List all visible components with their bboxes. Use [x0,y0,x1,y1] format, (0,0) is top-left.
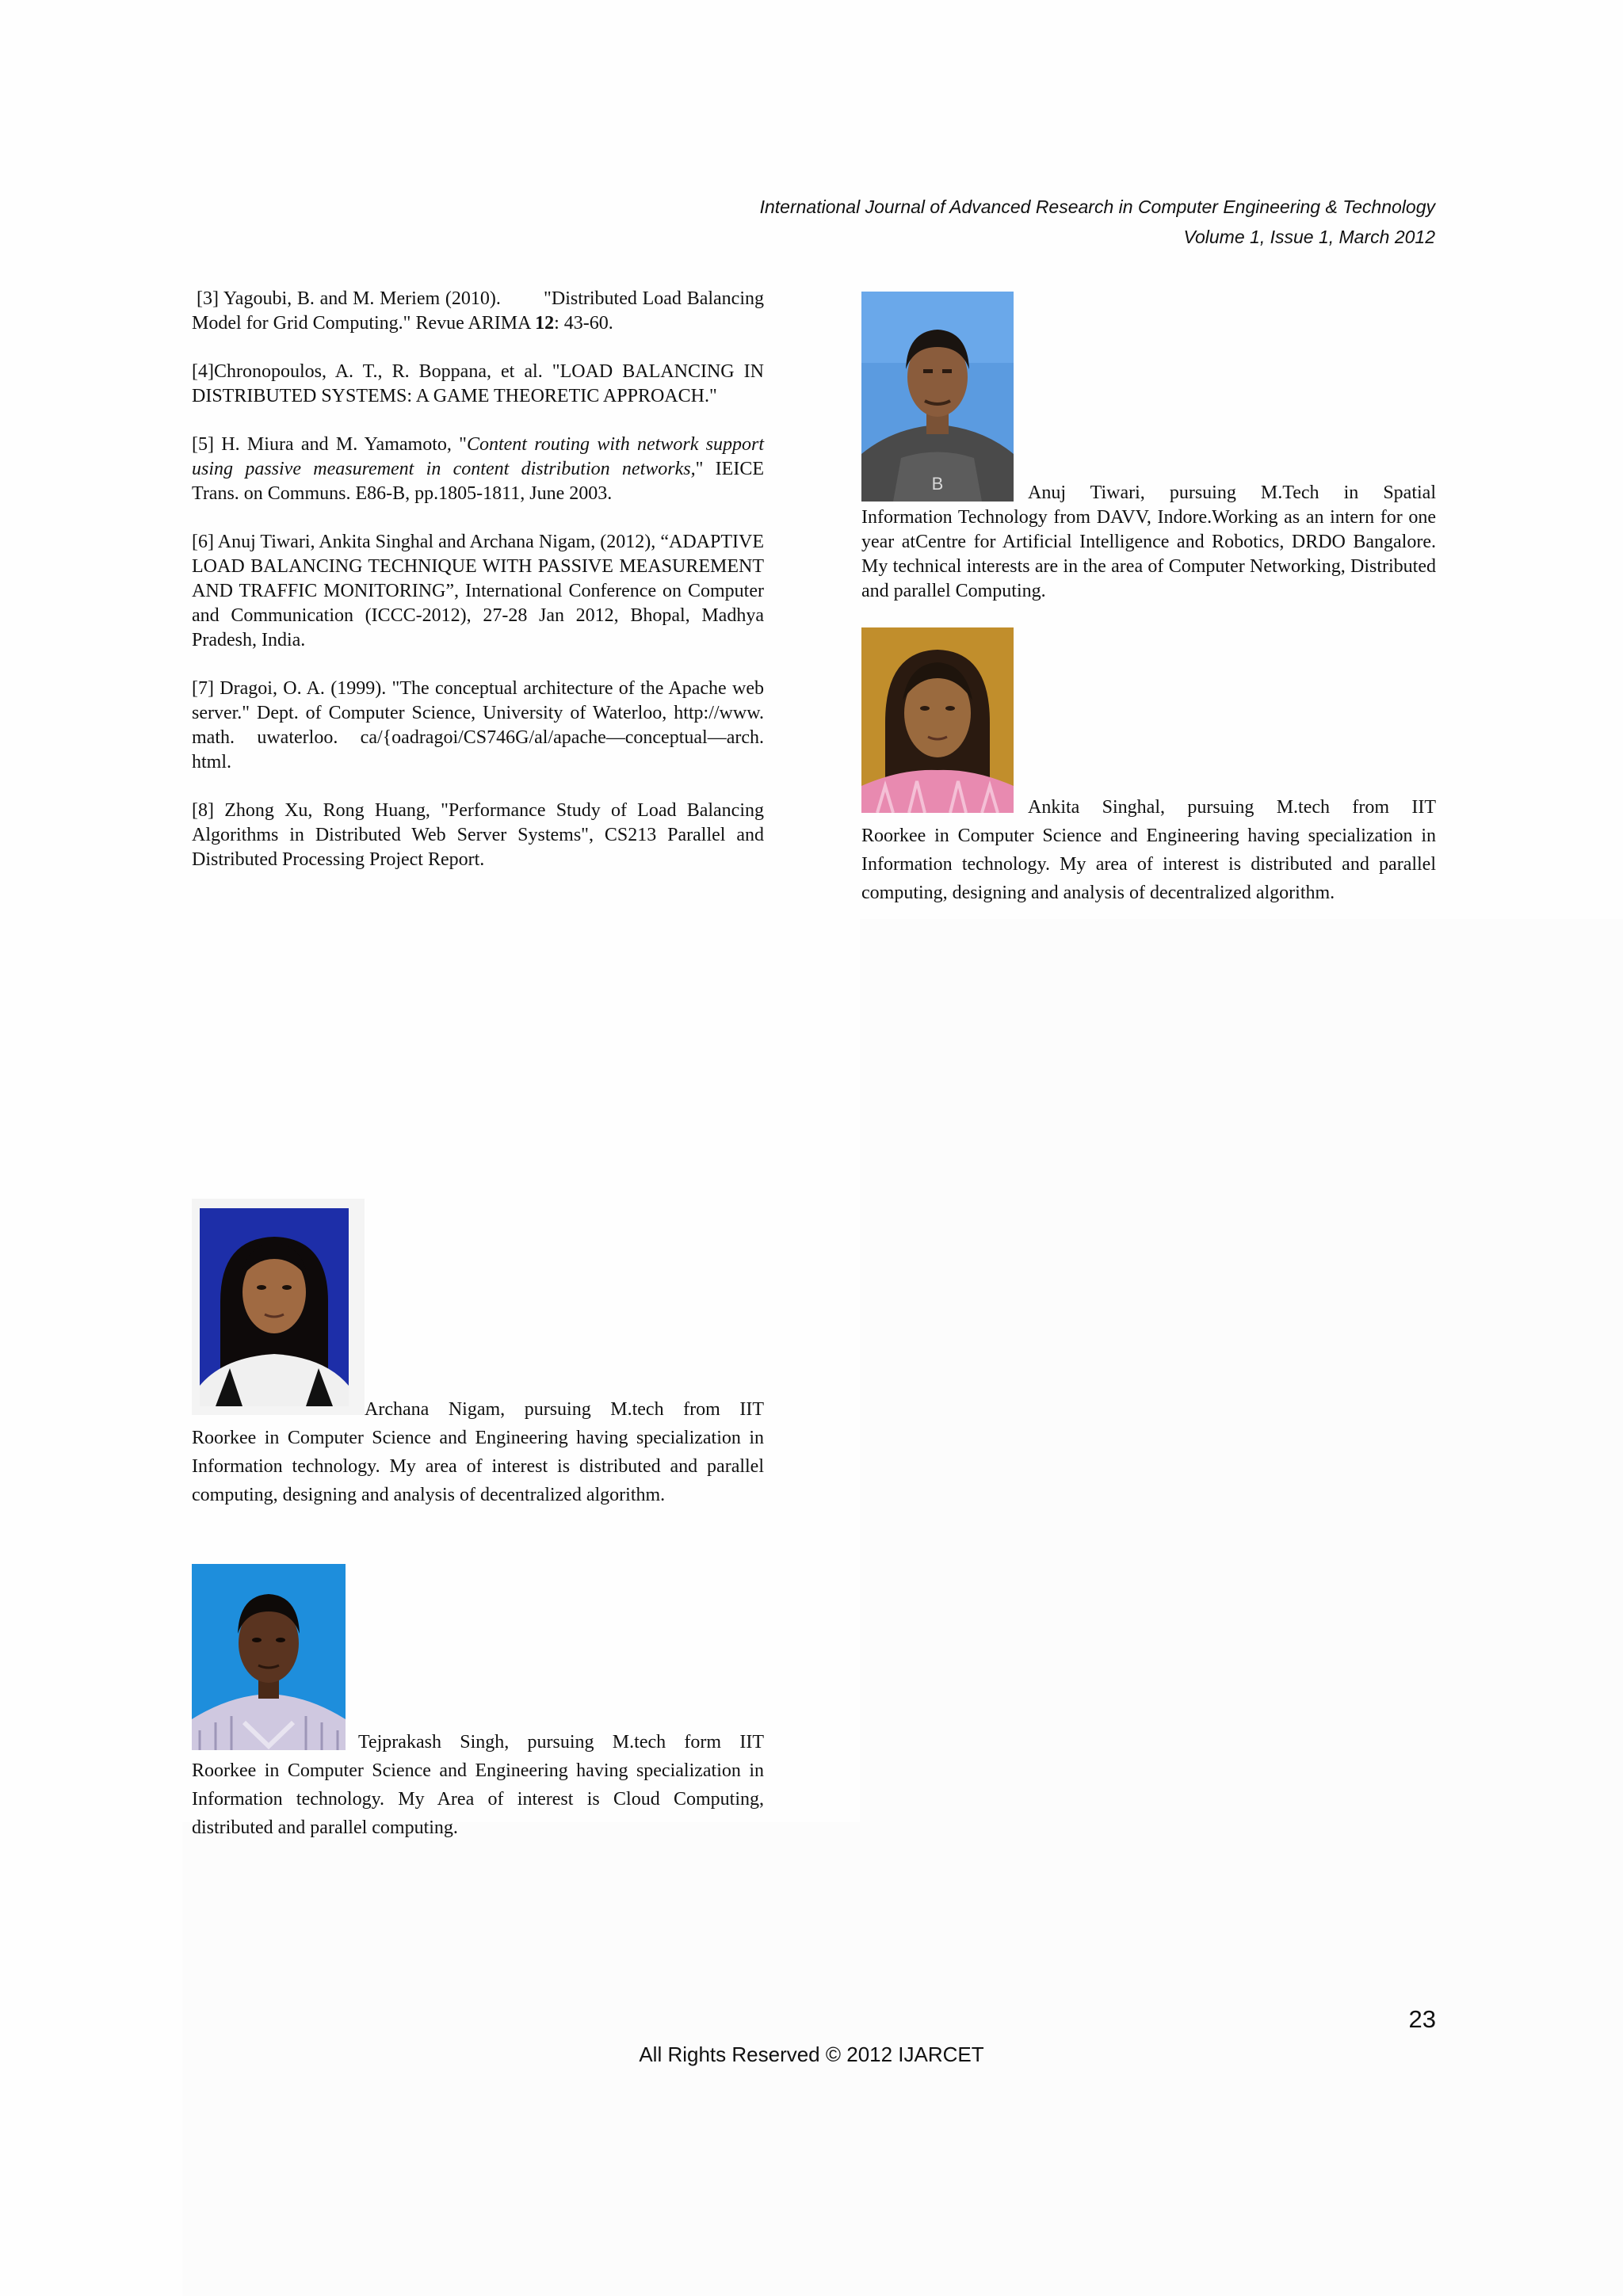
reference-3-volume: 12 [535,313,555,334]
copyright-text: All Rights Reserved © 2012 IJARCET [639,2042,984,2066]
reference-5-title: Content routing with network support using passive measurement in content distribution networks, [192,434,764,479]
page-number: 23 [1408,2005,1436,2033]
running-header [760,192,1435,252]
svg-text:B: B [931,474,944,494]
bio-ankita: Roorkee in Computer Science and Engineering having specialization in Information technology. My area of interest is distributed and parallel computing, designing and analysis of decentralized algorithm. [861,826,1436,903]
reference-3-text: [3] Yagoubi, B. and M. Meriem (2010). "Distributed Load Balancing Model for Grid Computing." Revue ARIMA [192,288,769,334]
author-photo-ankita [861,627,1014,813]
reference-5 [192,433,764,506]
bio-archana-first-line: Archana Nigam, pursuing M.tech from IIT [365,1399,764,1420]
bio-archana: Roorkee in Computer Science and Engineering having specialization in Information technology. My area of interest is distributed and parallel computing, designing and analysis of decentralized algorithm. [192,1428,764,1505]
footer-copyright [0,2042,1623,2067]
bio-anuj-first-line: Anuj Tiwari, pursuing M.Tech in Spatial [1028,482,1436,503]
reference-5-source: " IEICE Trans. on Communs. E86-B, pp.1805-1811, June 2003. [192,459,764,504]
issue-info: Volume 1, Issue 1, March 2012 [1183,227,1435,247]
author-photo-tejprakash [192,1564,346,1750]
reference-3 [192,287,769,336]
author-photo-anuj [861,292,1014,502]
reference-5-authors: [5] H. Miura and M. Yamamoto, " [192,434,467,455]
references-list [192,287,769,896]
reference-6: [6] Anuj Tiwari, Ankita Singhal and Archana Nigam, (2012), “ADAPTIVE LOAD BALANCING TECHNIQUE WITH PASSIVE MEASUREMENT AND TRAFFIC MONITORING”, International Conference on Computer and Communication (ICCC-2012), 27-28 Jan 2012, Bhopal, Madhya Pradesh, India. [192,532,764,650]
bio-tejprakash-first-line: Tejprakash Singh, pursuing M.tech form IIT [358,1732,764,1753]
bio-ankita-first-line: Ankita Singhal, pursuing M.tech from IIT [1028,797,1436,818]
reference-3-pages: : 43-60. [554,313,613,334]
reference-4: [4]Chronopoulos, A. T., R. Boppana, et al. "LOAD BALANCING IN DISTRIBUTED SYSTEMS: A GAME THEORETIC APPROACH." [192,361,764,406]
bio-tejprakash: Roorkee in Computer Science and Engineering having specialization in Information technology. My Area of interest is Cloud Computing, distributed and parallel computing. [192,1760,764,1838]
author-photo-archana [192,1199,365,1415]
reference-7: [7] Dragoi, O. A. (1999). "The conceptual architecture of the Apache web server." Dept. of Computer Science, University of Waterloo, http://www. math. uwaterloo. ca/{oadragoi/CS746G/al/apache—conceptual—arch. html. [192,678,764,772]
journal-title: International Journal of Advanced Research in Computer Engineering & Technology [759,196,1435,217]
reference-8: [8] Zhong Xu, Rong Huang, "Performance Study of Load Balancing Algorithms in Distributed Web Server Systems", CS213 Parallel and Distributed Processing Project Report. [192,800,764,870]
bio-anuj: Information Technology from DAVV, Indore.Working as an intern for one year atCentre for Artificial Intelligence and Robotics, DRDO Bangalore. My technical interests are in the area of Computer Networking, Distributed and parallel Computing. [861,507,1436,601]
